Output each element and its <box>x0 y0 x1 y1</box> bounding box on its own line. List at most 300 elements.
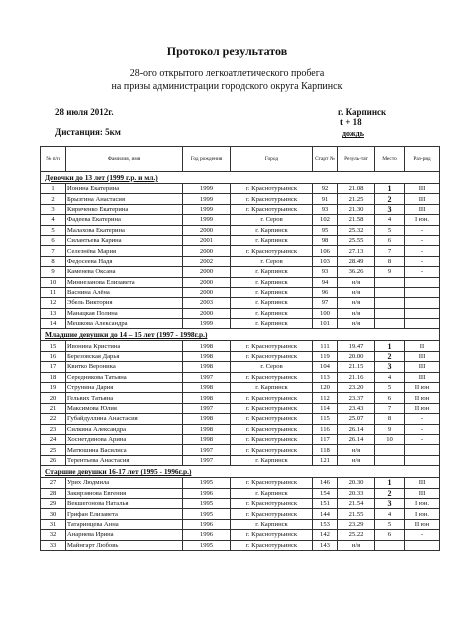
cell-name: Силантьева Карина <box>66 235 183 245</box>
cell-birth-year: 2002 <box>183 256 231 266</box>
cell-result: 20.33 <box>338 488 375 498</box>
cell-number: 20 <box>41 393 66 403</box>
table-row <box>41 424 440 434</box>
cell-city: г. Краснотурьинск <box>231 194 313 204</box>
cell-start-number: 102 <box>313 215 338 225</box>
cell-rank: III <box>405 351 440 361</box>
cell-rank: III <box>405 488 440 498</box>
cell-start-number: 118 <box>313 445 338 455</box>
cell-birth-year: 2000 <box>183 308 231 318</box>
cell-start-number: 144 <box>313 509 338 519</box>
cell-start-number: 97 <box>313 298 338 308</box>
cell-start-number: 98 <box>313 235 338 245</box>
cell-number: 8 <box>41 256 66 266</box>
cell-birth-year: 2003 <box>183 298 231 308</box>
cell-result: 26.14 <box>338 424 375 434</box>
cell-city: г. Карпинск <box>231 383 313 393</box>
cell-rank: - <box>405 267 440 277</box>
cell-rank: I юн. <box>405 215 440 225</box>
cell-place: 4 <box>375 509 405 519</box>
cell-number: 3 <box>41 204 66 214</box>
cell-city: г. Краснотурьинск <box>231 393 313 403</box>
cell-rank <box>405 277 440 287</box>
col-header-birth-year: Год рождения <box>183 147 231 172</box>
cell-place: 7 <box>375 246 405 256</box>
cell-birth-year: 1995 <box>183 498 231 508</box>
cell-start-number: 142 <box>313 530 338 540</box>
temperature: t + 18 <box>340 117 362 127</box>
col-header-rank: Раз-ряд <box>405 147 440 172</box>
col-header-place: Место <box>375 147 405 172</box>
cell-place: 3 <box>375 362 405 372</box>
cell-result: н/я <box>338 540 375 550</box>
cell-name: Кириченко Екатерина <box>66 204 183 214</box>
cell-place: 2 <box>375 194 405 204</box>
section-title: Девочки до 13 лет (1999 г.р. и мл.) <box>41 172 440 184</box>
cell-rank: II юн <box>405 519 440 529</box>
cell-number: 10 <box>41 277 66 287</box>
cell-start-number: 116 <box>313 424 338 434</box>
col-header-city: Город <box>231 147 313 172</box>
cell-result: 26.14 <box>338 434 375 444</box>
cell-result: 25.55 <box>338 235 375 245</box>
cell-number: 11 <box>41 287 66 297</box>
cell-start-number: 113 <box>313 372 338 382</box>
col-header-result: Резуль-тат <box>338 147 375 172</box>
cell-place: 5 <box>375 519 405 529</box>
cell-city: г. Краснотурьинск <box>231 351 313 361</box>
cell-rank: III <box>405 204 440 214</box>
cell-name: Фадеева Екатерина <box>66 215 183 225</box>
cell-number: 33 <box>41 540 66 550</box>
cell-result: н/я <box>338 298 375 308</box>
cell-birth-year: 1997 <box>183 445 231 455</box>
table-row <box>41 184 440 194</box>
cell-place: 9 <box>375 267 405 277</box>
cell-birth-year: 1998 <box>183 351 231 361</box>
cell-place <box>375 298 405 308</box>
cell-place: 4 <box>375 215 405 225</box>
cell-birth-year: 1999 <box>183 204 231 214</box>
cell-result: 23.29 <box>338 519 375 529</box>
table-row <box>41 235 440 245</box>
cell-number: 16 <box>41 351 66 361</box>
cell-number: 18 <box>41 372 66 382</box>
cell-city: г. Краснотурьинск <box>231 184 313 194</box>
cell-start-number: 100 <box>313 308 338 318</box>
cell-name: Терентьева Анастасия <box>66 455 183 465</box>
cell-number: 15 <box>41 341 66 351</box>
cell-birth-year: 1998 <box>183 362 231 372</box>
distance: Дистанция: 5км <box>55 127 121 137</box>
cell-birth-year: 1998 <box>183 434 231 444</box>
cell-start-number: 104 <box>313 362 338 372</box>
cell-city: г. Краснотурьинск <box>231 530 313 540</box>
section-title: Младшие девушки до 14 – 15 лет (1997 - 1998г.р.) <box>41 329 440 341</box>
cell-name: Миннезанова Елизавета <box>66 277 183 287</box>
cell-place: 5 <box>375 225 405 235</box>
cell-result: 20.00 <box>338 351 375 361</box>
cell-rank <box>405 298 440 308</box>
cell-number: 9 <box>41 267 66 277</box>
cell-number: 12 <box>41 298 66 308</box>
cell-result: 27.13 <box>338 246 375 256</box>
cell-place: 6 <box>375 235 405 245</box>
col-header-name: Фамилия, имя <box>66 147 183 172</box>
cell-birth-year: 1999 <box>183 194 231 204</box>
cell-start-number: 103 <box>313 256 338 266</box>
cell-birth-year: 1998 <box>183 341 231 351</box>
cell-birth-year: 2000 <box>183 287 231 297</box>
table-row <box>41 530 440 540</box>
cell-name: Березовская Дарья <box>66 351 183 361</box>
cell-start-number: 114 <box>313 403 338 413</box>
cell-place <box>375 277 405 287</box>
table-row <box>41 256 440 266</box>
table-row <box>41 445 440 455</box>
cell-name: Струнина Дария <box>66 383 183 393</box>
section-header <box>41 172 440 184</box>
cell-result: 23.37 <box>338 393 375 403</box>
cell-city: г. Карпинск <box>231 225 313 235</box>
cell-name: Майнгарт Любовь <box>66 540 183 550</box>
cell-result: 21.55 <box>338 509 375 519</box>
cell-place: 1 <box>375 478 405 488</box>
table-row <box>41 277 440 287</box>
col-header-start-number: Старт № <box>313 147 338 172</box>
cell-rank: III <box>405 194 440 204</box>
cell-city: г. Карпинск <box>231 267 313 277</box>
cell-place: 2 <box>375 351 405 361</box>
cell-place: 8 <box>375 414 405 424</box>
cell-rank: - <box>405 246 440 256</box>
cell-place: 10 <box>375 434 405 444</box>
cell-place: 9 <box>375 424 405 434</box>
table-row <box>41 298 440 308</box>
cell-city: г. Краснотурьинск <box>231 204 313 214</box>
cell-name: Малахова Екатерина <box>66 225 183 235</box>
table-row <box>41 362 440 372</box>
cell-rank: - <box>405 235 440 245</box>
table-row <box>41 393 440 403</box>
cell-result: 23.20 <box>338 383 375 393</box>
cell-name: Губайдуллина Анастасия <box>66 414 183 424</box>
cell-place <box>375 455 405 465</box>
cell-result: 21.54 <box>338 498 375 508</box>
table-row <box>41 372 440 382</box>
cell-start-number: 112 <box>313 393 338 403</box>
cell-number: 4 <box>41 215 66 225</box>
table-row <box>41 455 440 465</box>
cell-city: г. Краснотурьинск <box>231 478 313 488</box>
cell-name: Максимова Юлия <box>66 403 183 413</box>
cell-name: Ионина Екатерина <box>66 184 183 194</box>
cell-result: 20.30 <box>338 478 375 488</box>
cell-rank: II <box>405 341 440 351</box>
cell-city: г. Краснотурьинск <box>231 403 313 413</box>
table-row <box>41 225 440 235</box>
cell-city: г. Карпинск <box>231 519 313 529</box>
cell-place: 1 <box>375 341 405 351</box>
cell-place: 7 <box>375 403 405 413</box>
cell-name: Татаринцева Анна <box>66 519 183 529</box>
table-row <box>41 509 440 519</box>
cell-city: г. Краснотурьинск <box>231 445 313 455</box>
section-header <box>41 329 440 341</box>
cell-name: Грифан Елизавета <box>66 509 183 519</box>
cell-rank <box>405 455 440 465</box>
cell-place <box>375 445 405 455</box>
cell-number: 14 <box>41 319 66 329</box>
cell-result: 23.43 <box>338 403 375 413</box>
cell-rank: I юн. <box>405 498 440 508</box>
cell-birth-year: 2000 <box>183 225 231 235</box>
cell-result: 21.30 <box>338 204 375 214</box>
cell-number: 6 <box>41 235 66 245</box>
cell-city: г. Карпинск <box>231 277 313 287</box>
cell-number: 24 <box>41 434 66 444</box>
cell-start-number: 92 <box>313 184 338 194</box>
table-row <box>41 434 440 444</box>
page-title: Протокол результатов <box>166 44 288 58</box>
cell-rank: II юн <box>405 383 440 393</box>
cell-rank: - <box>405 225 440 235</box>
cell-rank: - <box>405 530 440 540</box>
cell-birth-year: 2000 <box>183 267 231 277</box>
table-row <box>41 215 440 225</box>
cell-start-number: 115 <box>313 414 338 424</box>
cell-result: 36.26 <box>338 267 375 277</box>
cell-name: Манацкая Полина <box>66 308 183 318</box>
table-row <box>41 540 440 550</box>
cell-number: 30 <box>41 509 66 519</box>
cell-start-number: 101 <box>313 319 338 329</box>
cell-start-number: 94 <box>313 277 338 287</box>
cell-start-number: 153 <box>313 519 338 529</box>
cell-place: 4 <box>375 372 405 382</box>
cell-result: 21.16 <box>338 372 375 382</box>
cell-rank: II юн <box>405 403 440 413</box>
cell-city: г. Краснотурьинск <box>231 372 313 382</box>
table-row <box>41 351 440 361</box>
cell-start-number: 154 <box>313 488 338 498</box>
table-row <box>41 246 440 256</box>
cell-birth-year: 1999 <box>183 215 231 225</box>
cell-rank: II юн <box>405 393 440 403</box>
event-date: 28 июля 2012г. <box>55 107 114 117</box>
cell-birth-year: 1998 <box>183 414 231 424</box>
cell-birth-year: 1996 <box>183 488 231 498</box>
cell-start-number: 106 <box>313 246 338 256</box>
cell-number: 5 <box>41 225 66 235</box>
cell-name: Хоснетдинова Арина <box>66 434 183 444</box>
table-row <box>41 287 440 297</box>
table-row <box>41 498 440 508</box>
cell-start-number: 143 <box>313 540 338 550</box>
cell-number: 32 <box>41 530 66 540</box>
cell-birth-year: 2001 <box>183 235 231 245</box>
cell-start-number: 121 <box>313 455 338 465</box>
cell-start-number: 91 <box>313 194 338 204</box>
cell-place: 1 <box>375 184 405 194</box>
cell-result: 28.49 <box>338 256 375 266</box>
cell-place: 6 <box>375 530 405 540</box>
cell-city: г. Краснотурьинск <box>231 424 313 434</box>
cell-place: 6 <box>375 393 405 403</box>
cell-birth-year: 2000 <box>183 246 231 256</box>
cell-number: 2 <box>41 194 66 204</box>
cell-city: г. Краснотурьинск <box>231 246 313 256</box>
cell-city: г. Краснотурьинск <box>231 434 313 444</box>
cell-city: г. Карпинск <box>231 319 313 329</box>
cell-result: 25.32 <box>338 225 375 235</box>
cell-number: 7 <box>41 246 66 256</box>
cell-start-number: 96 <box>313 287 338 297</box>
cell-city: г. Краснотурьинск <box>231 540 313 550</box>
cell-number: 25 <box>41 445 66 455</box>
cell-name: Мешкова Александра <box>66 319 183 329</box>
cell-city: г. Карпинск <box>231 308 313 318</box>
cell-place <box>375 319 405 329</box>
cell-number: 13 <box>41 308 66 318</box>
cell-start-number: 119 <box>313 351 338 361</box>
section-header <box>41 466 440 478</box>
table-row <box>41 403 440 413</box>
cell-start-number: 151 <box>313 498 338 508</box>
cell-result: н/я <box>338 319 375 329</box>
cell-rank <box>405 445 440 455</box>
cell-rank: I юн. <box>405 509 440 519</box>
table-row <box>41 204 440 214</box>
cell-rank: - <box>405 256 440 266</box>
table-row <box>41 319 440 329</box>
cell-name: Федосеева Надя <box>66 256 183 266</box>
cell-start-number: 93 <box>313 267 338 277</box>
cell-number: 19 <box>41 383 66 393</box>
table-row <box>41 414 440 424</box>
cell-result: 21.08 <box>338 184 375 194</box>
cell-number: 22 <box>41 414 66 424</box>
cell-rank: III <box>405 372 440 382</box>
cell-city: г. Карпинск <box>231 298 313 308</box>
table-row <box>41 194 440 204</box>
table-row <box>41 341 440 351</box>
cell-city: г. Краснотурьинск <box>231 414 313 424</box>
cell-result: 25.07 <box>338 414 375 424</box>
cell-birth-year: 2000 <box>183 277 231 287</box>
cell-city: г. Серов <box>231 215 313 225</box>
cell-start-number: 111 <box>313 341 338 351</box>
cell-number: 26 <box>41 455 66 465</box>
cell-number: 31 <box>41 519 66 529</box>
cell-name: Урих Людмила <box>66 478 183 488</box>
cell-birth-year: 1997 <box>183 403 231 413</box>
cell-name: Матюшина Василиса <box>66 445 183 455</box>
cell-city: г. Карпинск <box>231 455 313 465</box>
col-header-number: № п/п <box>41 147 66 172</box>
results-table <box>40 146 440 551</box>
cell-birth-year: 1995 <box>183 478 231 488</box>
cell-name: Закирзянова Евгения <box>66 488 183 498</box>
cell-rank <box>405 540 440 550</box>
cell-name: Брызгина Анастасия <box>66 194 183 204</box>
cell-place <box>375 540 405 550</box>
cell-name: Середникова Татьяна <box>66 372 183 382</box>
event-name-line1: 28-ого открытого легкоатлетического пробега <box>129 68 325 79</box>
cell-number: 21 <box>41 403 66 413</box>
cell-rank: III <box>405 362 440 372</box>
cell-name: Эбель Виктория <box>66 298 183 308</box>
table-row <box>41 488 440 498</box>
table-row <box>41 308 440 318</box>
cell-result: 21.15 <box>338 362 375 372</box>
cell-number: 23 <box>41 424 66 434</box>
cell-place: 2 <box>375 488 405 498</box>
cell-result: н/я <box>338 445 375 455</box>
cell-place: 8 <box>375 256 405 266</box>
cell-start-number: 93 <box>313 204 338 214</box>
cell-start-number: 95 <box>313 225 338 235</box>
cell-birth-year: 1998 <box>183 424 231 434</box>
cell-number: 28 <box>41 488 66 498</box>
cell-birth-year: 1996 <box>183 519 231 529</box>
cell-result: н/я <box>338 455 375 465</box>
table-row <box>41 383 440 393</box>
cell-city: г. Карпинск <box>231 488 313 498</box>
cell-name: Квитко Вероника <box>66 362 183 372</box>
cell-city: г. Краснотурьинск <box>231 341 313 351</box>
cell-place: 5 <box>375 383 405 393</box>
cell-place <box>375 308 405 318</box>
event-city: г. Карпинск <box>338 107 387 117</box>
cell-city: г. Серов <box>231 256 313 266</box>
cell-result: 19.47 <box>338 341 375 351</box>
cell-rank <box>405 287 440 297</box>
cell-rank: - <box>405 434 440 444</box>
cell-place <box>375 287 405 297</box>
cell-birth-year: 1996 <box>183 530 231 540</box>
cell-result: 21.25 <box>338 194 375 204</box>
cell-result: 21.58 <box>338 215 375 225</box>
cell-result: 25.22 <box>338 530 375 540</box>
cell-birth-year: 1995 <box>183 540 231 550</box>
cell-birth-year: 1998 <box>183 393 231 403</box>
cell-result: н/я <box>338 308 375 318</box>
cell-start-number: 146 <box>313 478 338 488</box>
cell-result: н/я <box>338 277 375 287</box>
cell-city: г. Краснотурьинск <box>231 509 313 519</box>
event-name-line2: на призы администрации городского округа Карпинск <box>111 81 343 92</box>
cell-number: 1 <box>41 184 66 194</box>
cell-number: 17 <box>41 362 66 372</box>
cell-rank: - <box>405 414 440 424</box>
cell-city: г. Карпинск <box>231 287 313 297</box>
cell-name: Ивонина Кристина <box>66 341 183 351</box>
cell-birth-year: 1995 <box>183 509 231 519</box>
table-row <box>41 267 440 277</box>
cell-rank <box>405 308 440 318</box>
cell-start-number: 120 <box>313 383 338 393</box>
cell-rank: - <box>405 424 440 434</box>
section-title: Старшие девушки 16-17 лет (1995 - 1996г.р.) <box>41 466 440 478</box>
cell-birth-year: 1998 <box>183 383 231 393</box>
cell-start-number: 117 <box>313 434 338 444</box>
cell-birth-year: 1997 <box>183 455 231 465</box>
table-row <box>41 478 440 488</box>
cell-birth-year: 1997 <box>183 372 231 382</box>
cell-name: Васнина Алёна <box>66 287 183 297</box>
cell-number: 27 <box>41 478 66 488</box>
